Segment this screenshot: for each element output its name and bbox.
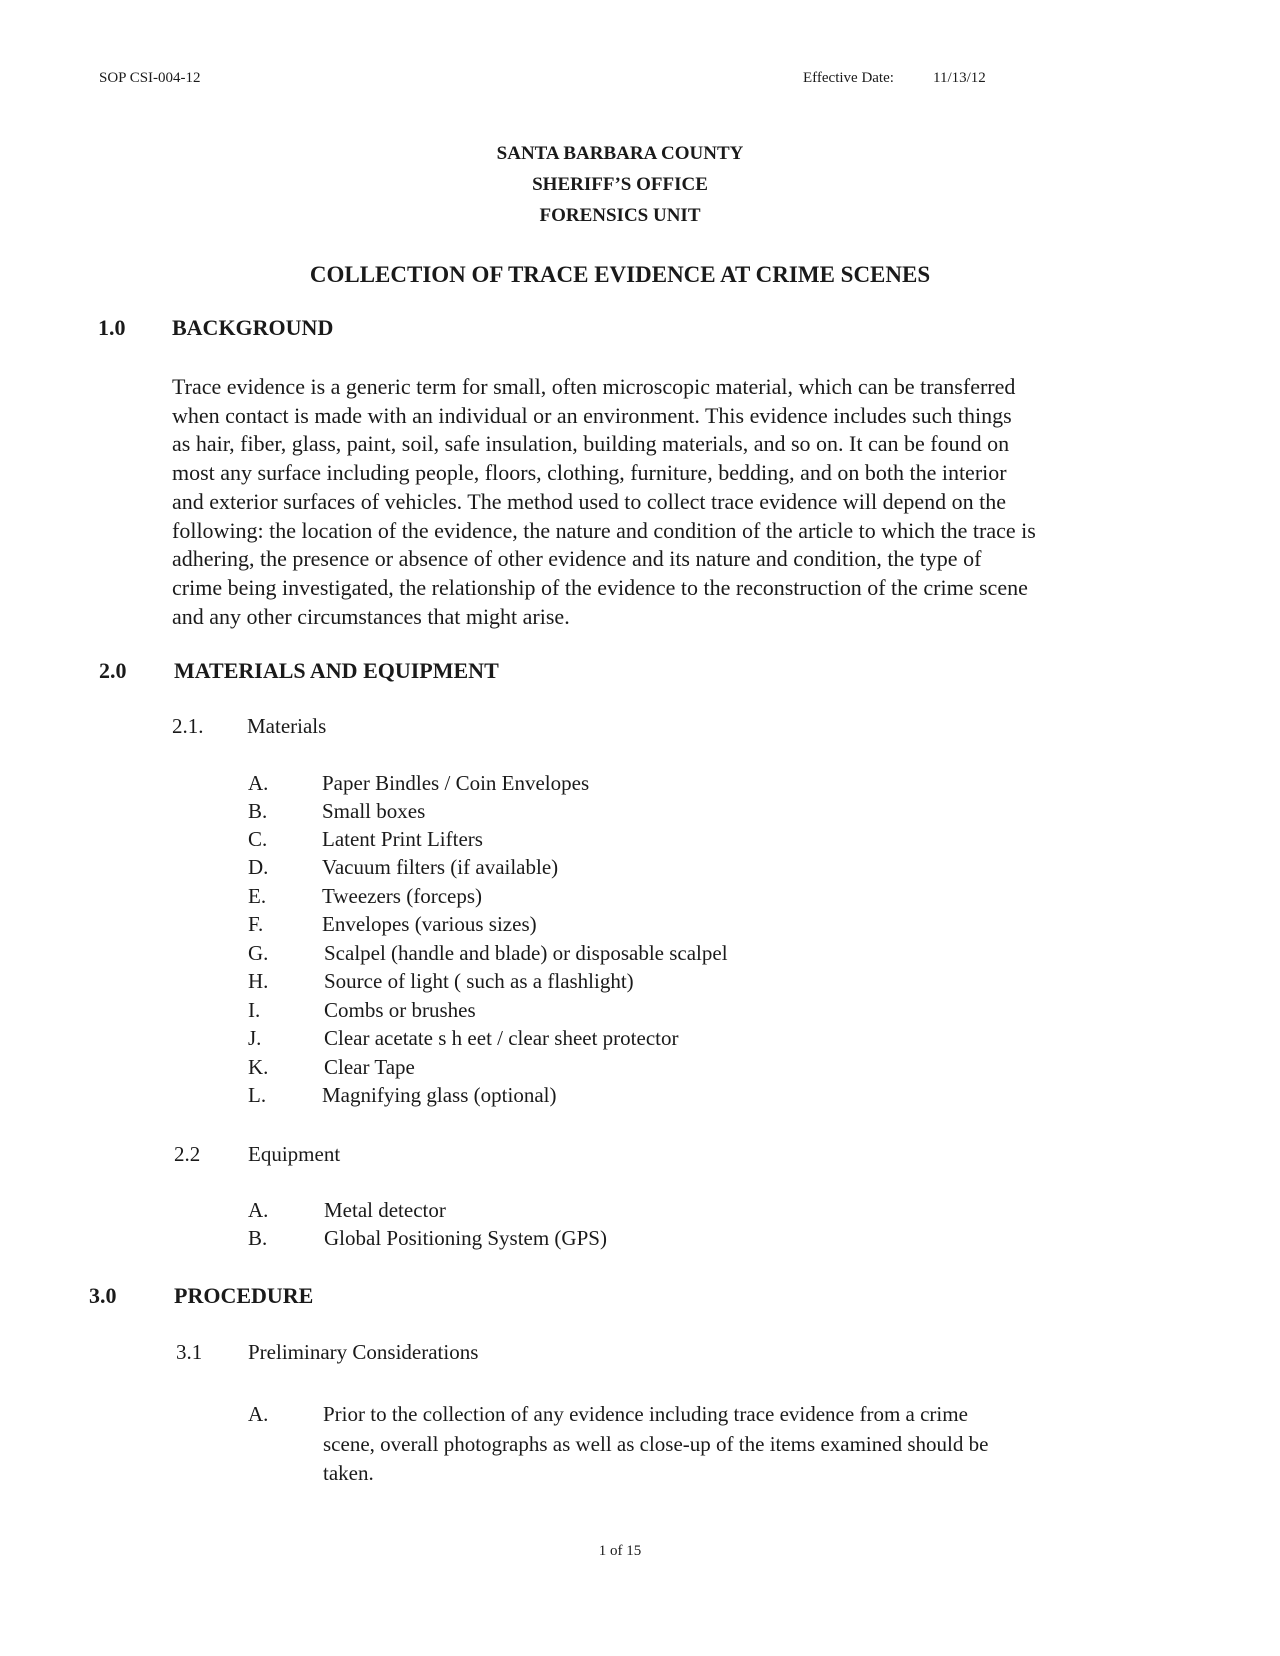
list-letter: B. bbox=[248, 1226, 268, 1250]
paragraph-line: adhering, the presence or absence of other evidence and its nature and condition, the type of bbox=[172, 546, 982, 572]
paragraph-line: crime being investigated, the relationship of the evidence to the reconstruction of the crime scene bbox=[172, 574, 1028, 600]
list-text: Tweezers (forceps) bbox=[322, 884, 483, 908]
list-letter: I. bbox=[248, 998, 261, 1022]
section-number-procedure: 3.0 bbox=[89, 1283, 117, 1308]
list-letter: J. bbox=[248, 1026, 262, 1050]
list-text: Vacuum filters (if available) bbox=[322, 855, 559, 879]
list-text: Global Positioning System (GPS) bbox=[324, 1226, 607, 1250]
list-text: Paper Bindles / Coin Envelopes bbox=[322, 771, 590, 795]
list-letter: B. bbox=[248, 799, 268, 823]
list-text: Envelopes (various sizes) bbox=[322, 912, 537, 936]
section-heading-procedure: PROCEDURE bbox=[174, 1283, 314, 1308]
agency-office: SHERIFF’S OFFICE bbox=[532, 174, 708, 195]
list-text: Clear acetate s h eet / clear sheet protector bbox=[324, 1026, 679, 1050]
list-text: Clear Tape bbox=[324, 1055, 415, 1079]
subsection-number-preliminary: 3.1 bbox=[176, 1340, 203, 1364]
paragraph-line: and exterior surfaces of vehicles. The method used to collect trace evidence will depend on the bbox=[172, 488, 1007, 514]
list-text: Metal detector bbox=[324, 1198, 446, 1222]
subsection-number-equipment: 2.2 bbox=[174, 1142, 201, 1166]
section-number-materials-equipment: 2.0 bbox=[99, 658, 127, 683]
list-text: Scalpel (handle and blade) or disposable scalpel bbox=[324, 941, 728, 965]
paragraph-line: when contact is made with an individual or an environment. This evidence includes such things bbox=[172, 402, 1012, 428]
effective-date-label: Effective Date: bbox=[803, 70, 894, 86]
list-letter: L. bbox=[248, 1083, 267, 1107]
list-text: Combs or brushes bbox=[324, 998, 476, 1022]
paragraph-line: as hair, fiber, glass, paint, soil, safe insulation, building materials, and so on. It can be found on bbox=[172, 431, 1010, 457]
paragraph-line: following: the location of the evidence, the nature and condition of the article to which the trace is bbox=[172, 517, 1036, 543]
step-line: taken. bbox=[323, 1461, 374, 1485]
section-heading-materials-equipment: MATERIALS AND EQUIPMENT bbox=[174, 658, 499, 683]
step-line: scene, overall photographs as well as close-up of the items examined should be bbox=[323, 1431, 989, 1456]
list-letter: F. bbox=[248, 912, 264, 936]
paragraph-line: Trace evidence is a generic term for small, often microscopic material, which can be transferred bbox=[172, 374, 1016, 399]
page-number: 1 of 15 bbox=[598, 1543, 642, 1559]
list-text: Latent Print Lifters bbox=[322, 827, 483, 851]
subsection-heading-materials: Materials bbox=[247, 714, 327, 738]
section-heading-background: BACKGROUND bbox=[172, 315, 334, 340]
list-letter: D. bbox=[248, 855, 269, 879]
section-number-background: 1.0 bbox=[98, 315, 126, 340]
effective-date: 11/13/12 bbox=[933, 70, 986, 86]
list-letter: K. bbox=[248, 1055, 269, 1079]
background-paragraph bbox=[172, 373, 1172, 631]
list-letter: E. bbox=[248, 884, 267, 908]
step-text bbox=[323, 1400, 1123, 1489]
subsection-number-materials: 2.1. bbox=[172, 714, 204, 738]
paragraph-line: most any surface including people, floors, clothing, furniture, bedding, and on both the interior bbox=[172, 460, 1007, 486]
list-text: Small boxes bbox=[322, 799, 426, 823]
subsection-heading-preliminary: Preliminary Considerations bbox=[248, 1340, 479, 1364]
list-letter: A. bbox=[248, 771, 269, 795]
list-letter: H. bbox=[248, 969, 269, 993]
agency-unit: FORENSICS UNIT bbox=[539, 205, 701, 226]
list-text: Magnifying glass (optional) bbox=[322, 1083, 557, 1107]
document-title: COLLECTION OF TRACE EVIDENCE AT CRIME SCENES bbox=[309, 262, 931, 287]
step-letter: A. bbox=[248, 1402, 269, 1426]
list-letter: C. bbox=[248, 827, 268, 851]
agency-county: SANTA BARBARA COUNTY bbox=[496, 143, 744, 164]
step-line: Prior to the collection of any evidence including trace evidence from a crime bbox=[323, 1402, 968, 1426]
list-letter: G. bbox=[248, 941, 269, 965]
subsection-heading-equipment: Equipment bbox=[248, 1142, 341, 1166]
list-text: Source of light ( such as a flashlight) bbox=[324, 969, 634, 993]
list-letter: A. bbox=[248, 1198, 269, 1222]
sop-number: SOP CSI-004-12 bbox=[99, 70, 201, 86]
paragraph-line: and any other circumstances that might arise. bbox=[172, 603, 570, 629]
